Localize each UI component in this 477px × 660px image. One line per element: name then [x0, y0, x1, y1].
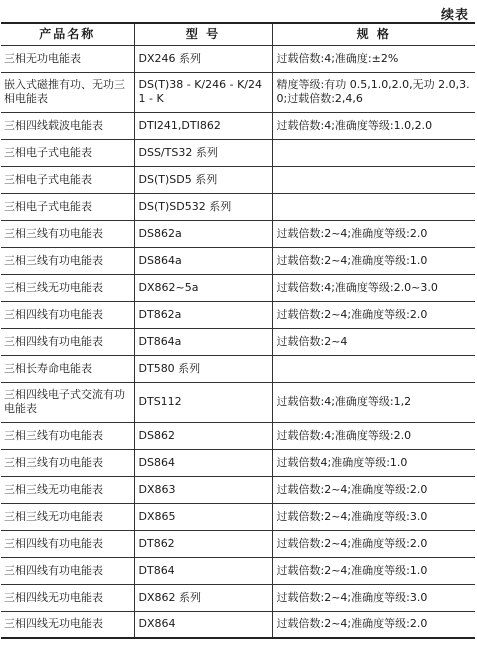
- model-cell: DX862~5a: [134, 274, 272, 301]
- model-cell: DT580 系列: [134, 355, 272, 382]
- table-row: [1, 584, 475, 611]
- table-row: [1, 301, 475, 328]
- product-name-cell: 三相电子式电能表: [1, 193, 134, 220]
- spec-cell: 过载倍数:2~4;准确度等级:2.0: [272, 530, 475, 557]
- model-cell: DT862a: [134, 301, 272, 328]
- product-name-cell: 三相三线有功电能表: [1, 220, 134, 247]
- header-model: 型 号: [134, 23, 272, 45]
- model-cell: DSS/TS32 系列: [134, 139, 272, 166]
- table-row: [1, 530, 475, 557]
- spec-cell: 过载倍数:2~4;准确度等级:1.0: [272, 247, 475, 274]
- spec-cell: [272, 166, 475, 193]
- table-row: [1, 611, 475, 638]
- table-row: [1, 45, 475, 72]
- product-name-cell: 三相四线电子式交流有功电能表: [1, 382, 134, 422]
- model-cell: DS864: [134, 449, 272, 476]
- model-cell: DT864: [134, 557, 272, 584]
- spec-cell: 过载倍数:4;准确度等级:2.0~3.0: [272, 274, 475, 301]
- table-row: [1, 503, 475, 530]
- product-name-cell: 三相电子式电能表: [1, 139, 134, 166]
- table-row: [1, 557, 475, 584]
- table-row: [1, 220, 475, 247]
- model-cell: DTS112: [134, 382, 272, 422]
- table-row: [1, 422, 475, 449]
- table-row: [1, 72, 475, 112]
- spec-cell: 过载倍数:2~4;准确度等级:2.0: [272, 611, 475, 638]
- product-name-cell: 三相长寿命电能表: [1, 355, 134, 382]
- spec-cell: 过载倍数:2~4;准确度等级:2.0: [272, 220, 475, 247]
- product-name-cell: 三相四线有功电能表: [1, 557, 134, 584]
- table-row: [1, 328, 475, 355]
- spec-cell: 过载倍数:2~4: [272, 328, 475, 355]
- table-row: [1, 166, 475, 193]
- product-name-cell: 三相三线有功电能表: [1, 422, 134, 449]
- spec-cell: 过载倍数:2~4;准确度等级:3.0: [272, 584, 475, 611]
- model-cell: DX862 系列: [134, 584, 272, 611]
- product-name-cell: 三相无功电能表: [1, 45, 134, 72]
- model-cell: DX864: [134, 611, 272, 638]
- spec-cell: 过载倍数:4;准确度等级:1,2: [272, 382, 475, 422]
- table-row: [1, 247, 475, 274]
- model-cell: DX863: [134, 476, 272, 503]
- product-name-cell: 三相四线有功电能表: [1, 301, 134, 328]
- product-name-cell: 三相四线无功电能表: [1, 584, 134, 611]
- table-row: [1, 193, 475, 220]
- table-row: [1, 449, 475, 476]
- spec-cell: 过载倍数:4;准确度:±2%: [272, 45, 475, 72]
- table-row: [1, 112, 475, 139]
- model-cell: DX246 系列: [134, 45, 272, 72]
- spec-cell: [272, 355, 475, 382]
- spec-cell: 过载倍数:2~4;准确度等级:2.0: [272, 301, 475, 328]
- product-name-cell: 嵌入式磁推有功、无功三相电能表: [1, 72, 134, 112]
- product-name-cell: 三相四线有功电能表: [1, 328, 134, 355]
- table-row: [1, 382, 475, 422]
- table-row: [1, 355, 475, 382]
- product-name-cell: 三相电子式电能表: [1, 166, 134, 193]
- model-cell: DS(T)38 - K/246 - K/241 - K: [134, 72, 272, 112]
- spec-cell: 过载倍数:4;准确度等级:2.0: [272, 422, 475, 449]
- spec-cell: 过载倍数:4;准确度等级:1.0,2.0: [272, 112, 475, 139]
- model-cell: DT864a: [134, 328, 272, 355]
- table-row: [1, 139, 475, 166]
- spec-cell: 精度等级:有功 0.5,1.0,2.0,无功 2.0,3.0;过载倍数:2,4,6: [272, 72, 475, 112]
- table-body: [1, 45, 475, 638]
- model-cell: DS862a: [134, 220, 272, 247]
- product-name-cell: 三相三线无功电能表: [1, 503, 134, 530]
- header-spec: 规 格: [272, 23, 475, 45]
- product-name-cell: 三相四线载波电能表: [1, 112, 134, 139]
- spec-cell: 过载倍数:2~4;准确度等级:3.0: [272, 503, 475, 530]
- header-product-name: 产品名称: [1, 23, 134, 45]
- header-row: [1, 23, 475, 45]
- spec-cell: [272, 193, 475, 220]
- model-cell: DX865: [134, 503, 272, 530]
- product-name-cell: 三相三线有功电能表: [1, 247, 134, 274]
- model-cell: DS(T)SD532 系列: [134, 193, 272, 220]
- model-cell: DS(T)SD5 系列: [134, 166, 272, 193]
- spec-cell: 过载倍数:2~4;准确度等级:2.0: [272, 476, 475, 503]
- product-name-cell: 三相三线无功电能表: [1, 476, 134, 503]
- model-cell: DS862: [134, 422, 272, 449]
- table-row: [1, 274, 475, 301]
- product-name-cell: 三相三线有功电能表: [1, 449, 134, 476]
- spec-cell: 过载倍数:2~4;准确度等级:1.0: [272, 557, 475, 584]
- product-name-cell: 三相四线无功电能表: [1, 611, 134, 638]
- continued-label: 续表: [440, 8, 469, 23]
- product-name-cell: 三相四线有功电能表: [1, 530, 134, 557]
- product-name-cell: 三相三线无功电能表: [1, 274, 134, 301]
- model-cell: DTI241,DTI862: [134, 112, 272, 139]
- spec-cell: 过载倍数4;准确度等级:1.0: [272, 449, 475, 476]
- model-cell: DT862: [134, 530, 272, 557]
- spec-table: [1, 22, 475, 639]
- model-cell: DS864a: [134, 247, 272, 274]
- spec-cell: [272, 139, 475, 166]
- table-row: [1, 476, 475, 503]
